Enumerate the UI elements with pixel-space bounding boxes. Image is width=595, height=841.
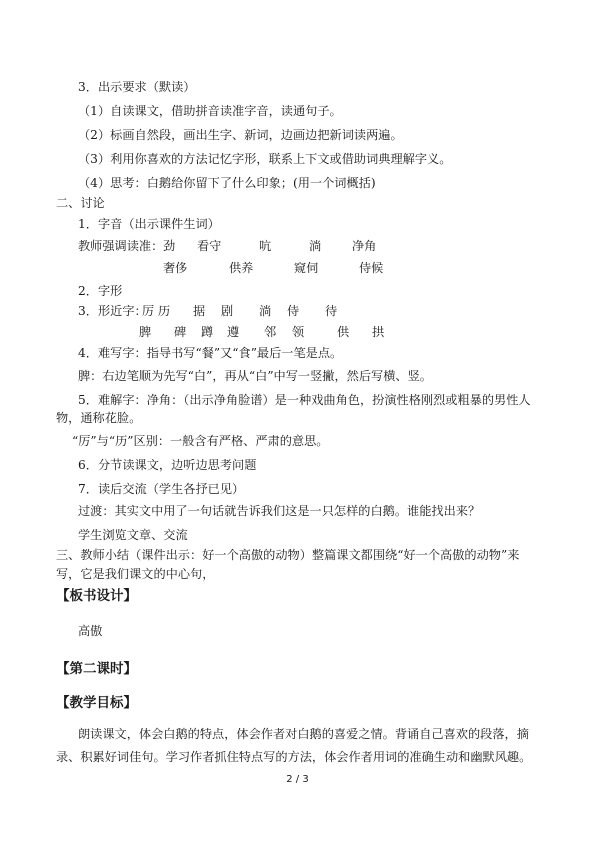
similar-char: 领 [292,325,305,339]
reading-word: 劲 [163,239,176,253]
requirement-2: （2）标画自然段，画出生字、新词，边画边把新词读两遍。 [78,128,403,142]
similar-char: 供 [337,325,350,339]
step7: 7．读后交流（学生各抒已见） [78,482,245,496]
reading-word: 奢侈 [163,261,188,275]
transition-note: 过渡：其实文中用了一句话就告诉我们这是一只怎样的白鹅。谁能找出来？ [78,504,481,518]
requirement-1: （1）自读课文，借助拼音读准字音，读通句子。 [78,104,342,118]
similar-char: 待 [325,304,338,318]
shape-heading: 2．字形 [78,284,123,298]
page-number: 2 / 3 [286,774,309,785]
second-lesson-heading: 【第二课时】 [56,661,137,677]
requirement-4: （4）思考：白鹅给你留下了什么印象；(用一个词概括) [78,176,376,190]
goal-line-1: 朗读课文，体会白鹅的特点，体会作者对白鹅的喜爱之情。背诵自己喜欢的段落，摘 [78,727,529,741]
similar-char: 淌 [259,304,272,318]
similar-char: 蹲 [201,325,214,339]
step3-heading: 3．出示要求（默读） [78,80,196,94]
board-design-heading: 【板书设计】 [56,588,137,604]
reading-word: 侍候 [359,261,384,275]
reading-word: 净角 [352,239,377,253]
similar-char: 据 [193,304,206,318]
reading-word: 看守 [197,239,222,253]
requirement-3: （3）利用你喜欢的方法记忆字形，联系上下文或借助词典理解字义。 [78,152,452,166]
similar-char: 脾 [139,325,152,339]
teaching-goal-heading: 【教学目标】 [56,695,137,711]
hard-to-write-note: 4．难写字：指导书写“餐”又“食”最后一笔是点。 [78,346,343,360]
section-discussion-heading: 二、讨论 [56,196,105,210]
similar-char: 剧 [221,304,234,318]
hard-to-explain-note: 5．难解字：净角：（出示净角脸谱）是一种戏曲角色，扮演性格刚烈或粗暴的男性人 [78,393,531,407]
reading-label: 教师强调读准： [78,239,164,253]
pronunciation-heading: 1．字音（出示课件生词） [78,217,220,231]
similar-chars-label: 3．形近字： [78,304,147,318]
step6: 6．分节读课文，边听边思考问题 [78,458,257,472]
hard-to-explain-note-cont: 物，通称花脸。 [56,411,142,425]
similar-char: 侍 [287,304,300,318]
similar-char: 邻 [264,325,277,339]
similar-char: 拱 [372,325,385,339]
reading-word: 淌 [309,239,322,253]
stroke-order-note: 脾：右边笔顺为先写“白”，再从“白”中写一竖撇，然后写横、竖。 [78,369,432,383]
reading-word: 窥伺 [294,261,319,275]
similar-char: 碑 [174,325,187,339]
distinction-note: “厉”与“历”区别：一般含有严格、严肃的意思。 [72,434,329,448]
similar-char: 厉 历 [142,304,171,318]
reading-word: 吭 [259,239,272,253]
goal-line-2: 录、积累好词佳句。学习作者抓住特点写的方法，体会作者用词的准确生动和幽默风趣。 [56,750,532,764]
reading-word: 供养 [229,261,254,275]
student-activity: 学生浏览文章、交流 [78,528,188,542]
similar-char: 遵 [227,325,240,339]
board-design-text: 高傲 [78,624,103,638]
summary-line-2: 写，它是我们课文的中心句， [56,567,215,581]
summary-line-1: 三、教师小结（课件出示：好一个高傲的动物）整篇课文都围绕“好一个高傲的动物”来 [56,548,520,562]
